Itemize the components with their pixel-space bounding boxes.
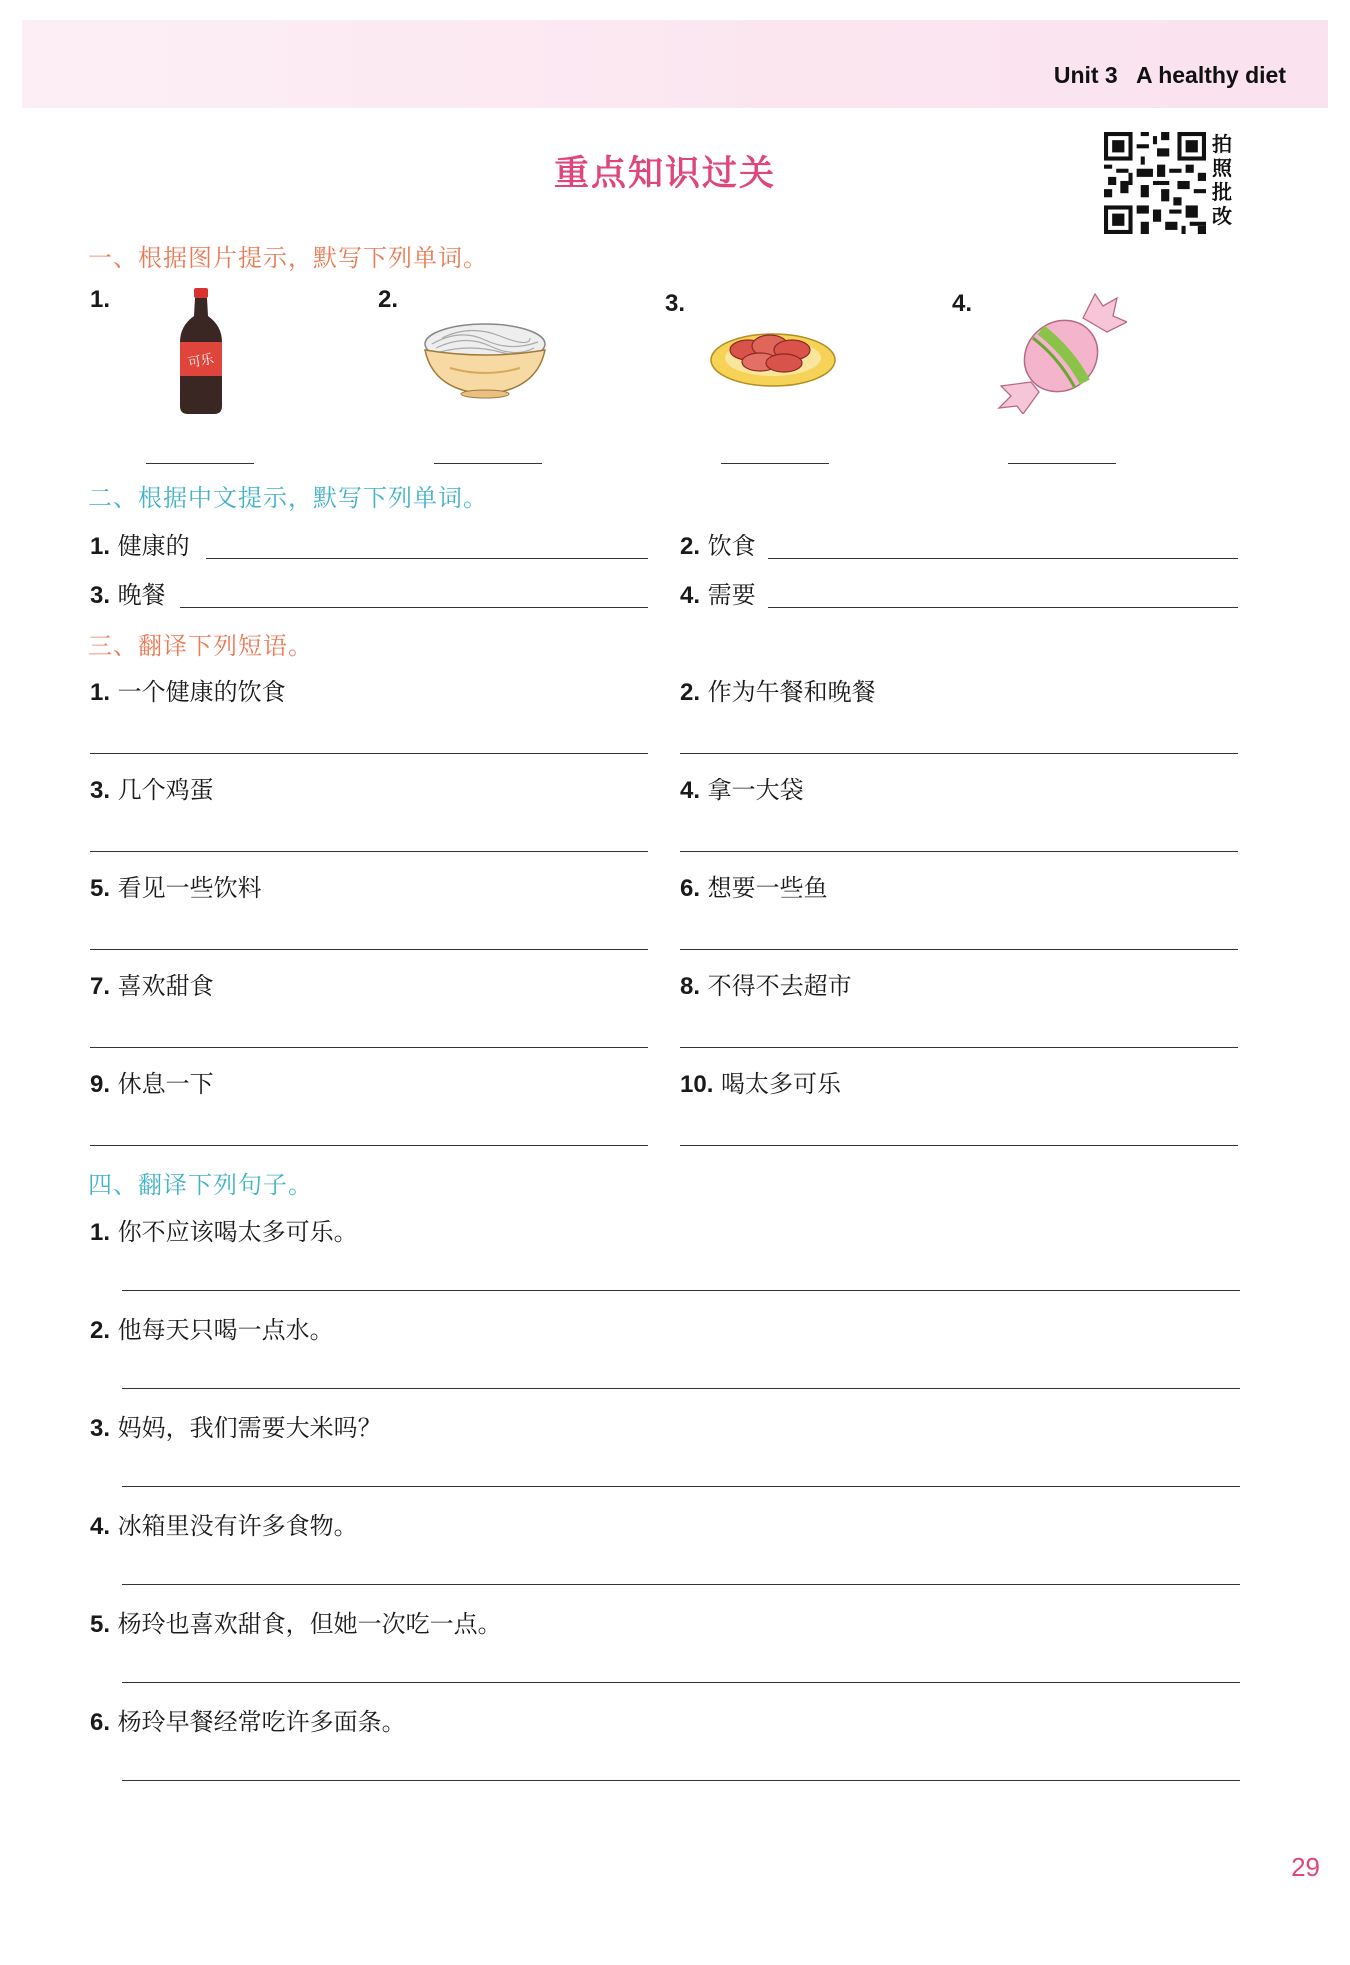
page-number: 29 — [1291, 1852, 1320, 1882]
s3-item-4: 4. 拿一大袋 — [680, 776, 804, 804]
s4-item-2: 2. 他每天只喝一点水。 — [90, 1316, 334, 1344]
s4-item-5: 5. 杨玲也喜欢甜食，但她一次吃一点。 — [90, 1610, 502, 1638]
s3-answer-line-4[interactable] — [680, 851, 1238, 852]
s3-item-6: 6. 想要一些鱼 — [680, 874, 828, 902]
s1-answer-line-3[interactable] — [721, 463, 829, 464]
qr-code-icon[interactable] — [1104, 132, 1206, 234]
unit-header: Unit 3 A healthy diet — [1053, 62, 1286, 88]
s3-item-2: 2. 作为午餐和晚餐 — [680, 678, 876, 706]
s1-answer-line-1[interactable] — [146, 463, 254, 464]
meat-plate-icon — [708, 318, 838, 390]
s3-item-5: 5. 看见一些饮料 — [90, 874, 262, 902]
s3-answer-line-6[interactable] — [680, 949, 1238, 950]
s4-answer-line-1[interactable] — [122, 1290, 1240, 1291]
s1-item1-num: 1. — [90, 286, 111, 313]
section2-title: 二、根据中文提示，默写下列单词。 — [88, 484, 488, 512]
page-title: 重点知识过关 — [553, 154, 776, 194]
s2-answer-line-3[interactable] — [180, 607, 648, 608]
s4-item-4: 4. 冰箱里没有许多食物。 — [90, 1512, 358, 1540]
s1-item2-num: 2. — [378, 286, 399, 313]
s1-item3-num: 3. — [665, 290, 686, 317]
s2-answer-line-1[interactable] — [206, 558, 648, 559]
s4-answer-line-5[interactable] — [122, 1682, 1240, 1683]
s2-answer-line-4[interactable] — [768, 607, 1238, 608]
s3-answer-line-2[interactable] — [680, 753, 1238, 754]
s3-item-3: 3. 几个鸡蛋 — [90, 776, 214, 804]
s3-answer-line-1[interactable] — [90, 753, 648, 754]
candy-icon — [995, 292, 1127, 414]
s3-answer-line-3[interactable] — [90, 851, 648, 852]
s1-item4-num: 4. — [952, 290, 973, 317]
s4-answer-line-2[interactable] — [122, 1388, 1240, 1389]
section4-title: 四、翻译下列句子。 — [88, 1171, 313, 1199]
s4-answer-line-4[interactable] — [122, 1584, 1240, 1585]
section3-title: 三、翻译下列短语。 — [88, 632, 313, 660]
s2-answer-line-2[interactable] — [768, 558, 1238, 559]
section1-title: 一、根据图片提示，默写下列单词。 — [88, 244, 488, 272]
s4-answer-line-3[interactable] — [122, 1486, 1240, 1487]
s3-item-10: 10. 喝太多可乐 — [680, 1070, 842, 1098]
s4-item-1: 1. 你不应该喝太多可乐。 — [90, 1218, 358, 1246]
s3-item-7: 7. 喜欢甜食 — [90, 972, 214, 1000]
s3-item-9: 9. 休息一下 — [90, 1070, 214, 1098]
s2-item-3: 3. 晚餐 — [90, 581, 166, 609]
s3-answer-line-5[interactable] — [90, 949, 648, 950]
cola-bottle-icon — [178, 286, 224, 416]
s4-item-3: 3. 妈妈，我们需要大米吗？ — [90, 1414, 382, 1442]
s1-answer-line-4[interactable] — [1008, 463, 1116, 464]
s3-item-8: 8. 不得不去超市 — [680, 972, 852, 1000]
noodles-bowl-icon — [420, 318, 550, 400]
s4-item-6: 6. 杨玲早餐经常吃许多面条。 — [90, 1708, 406, 1736]
s2-item-4: 4. 需要 — [680, 581, 756, 609]
s3-answer-line-10[interactable] — [680, 1145, 1238, 1146]
s3-answer-line-9[interactable] — [90, 1145, 648, 1146]
s1-answer-line-2[interactable] — [434, 463, 542, 464]
s4-answer-line-6[interactable] — [122, 1780, 1240, 1781]
s3-answer-line-8[interactable] — [680, 1047, 1238, 1048]
s2-item-1: 1. 健康的 — [90, 532, 190, 560]
s2-item-2: 2. 饮食 — [680, 532, 756, 560]
cola-label-text: 可乐 — [186, 351, 216, 372]
qr-label: 拍 照 批 改 — [1212, 132, 1232, 228]
s3-item-1: 1. 一个健康的饮食 — [90, 678, 286, 706]
s3-answer-line-7[interactable] — [90, 1047, 648, 1048]
